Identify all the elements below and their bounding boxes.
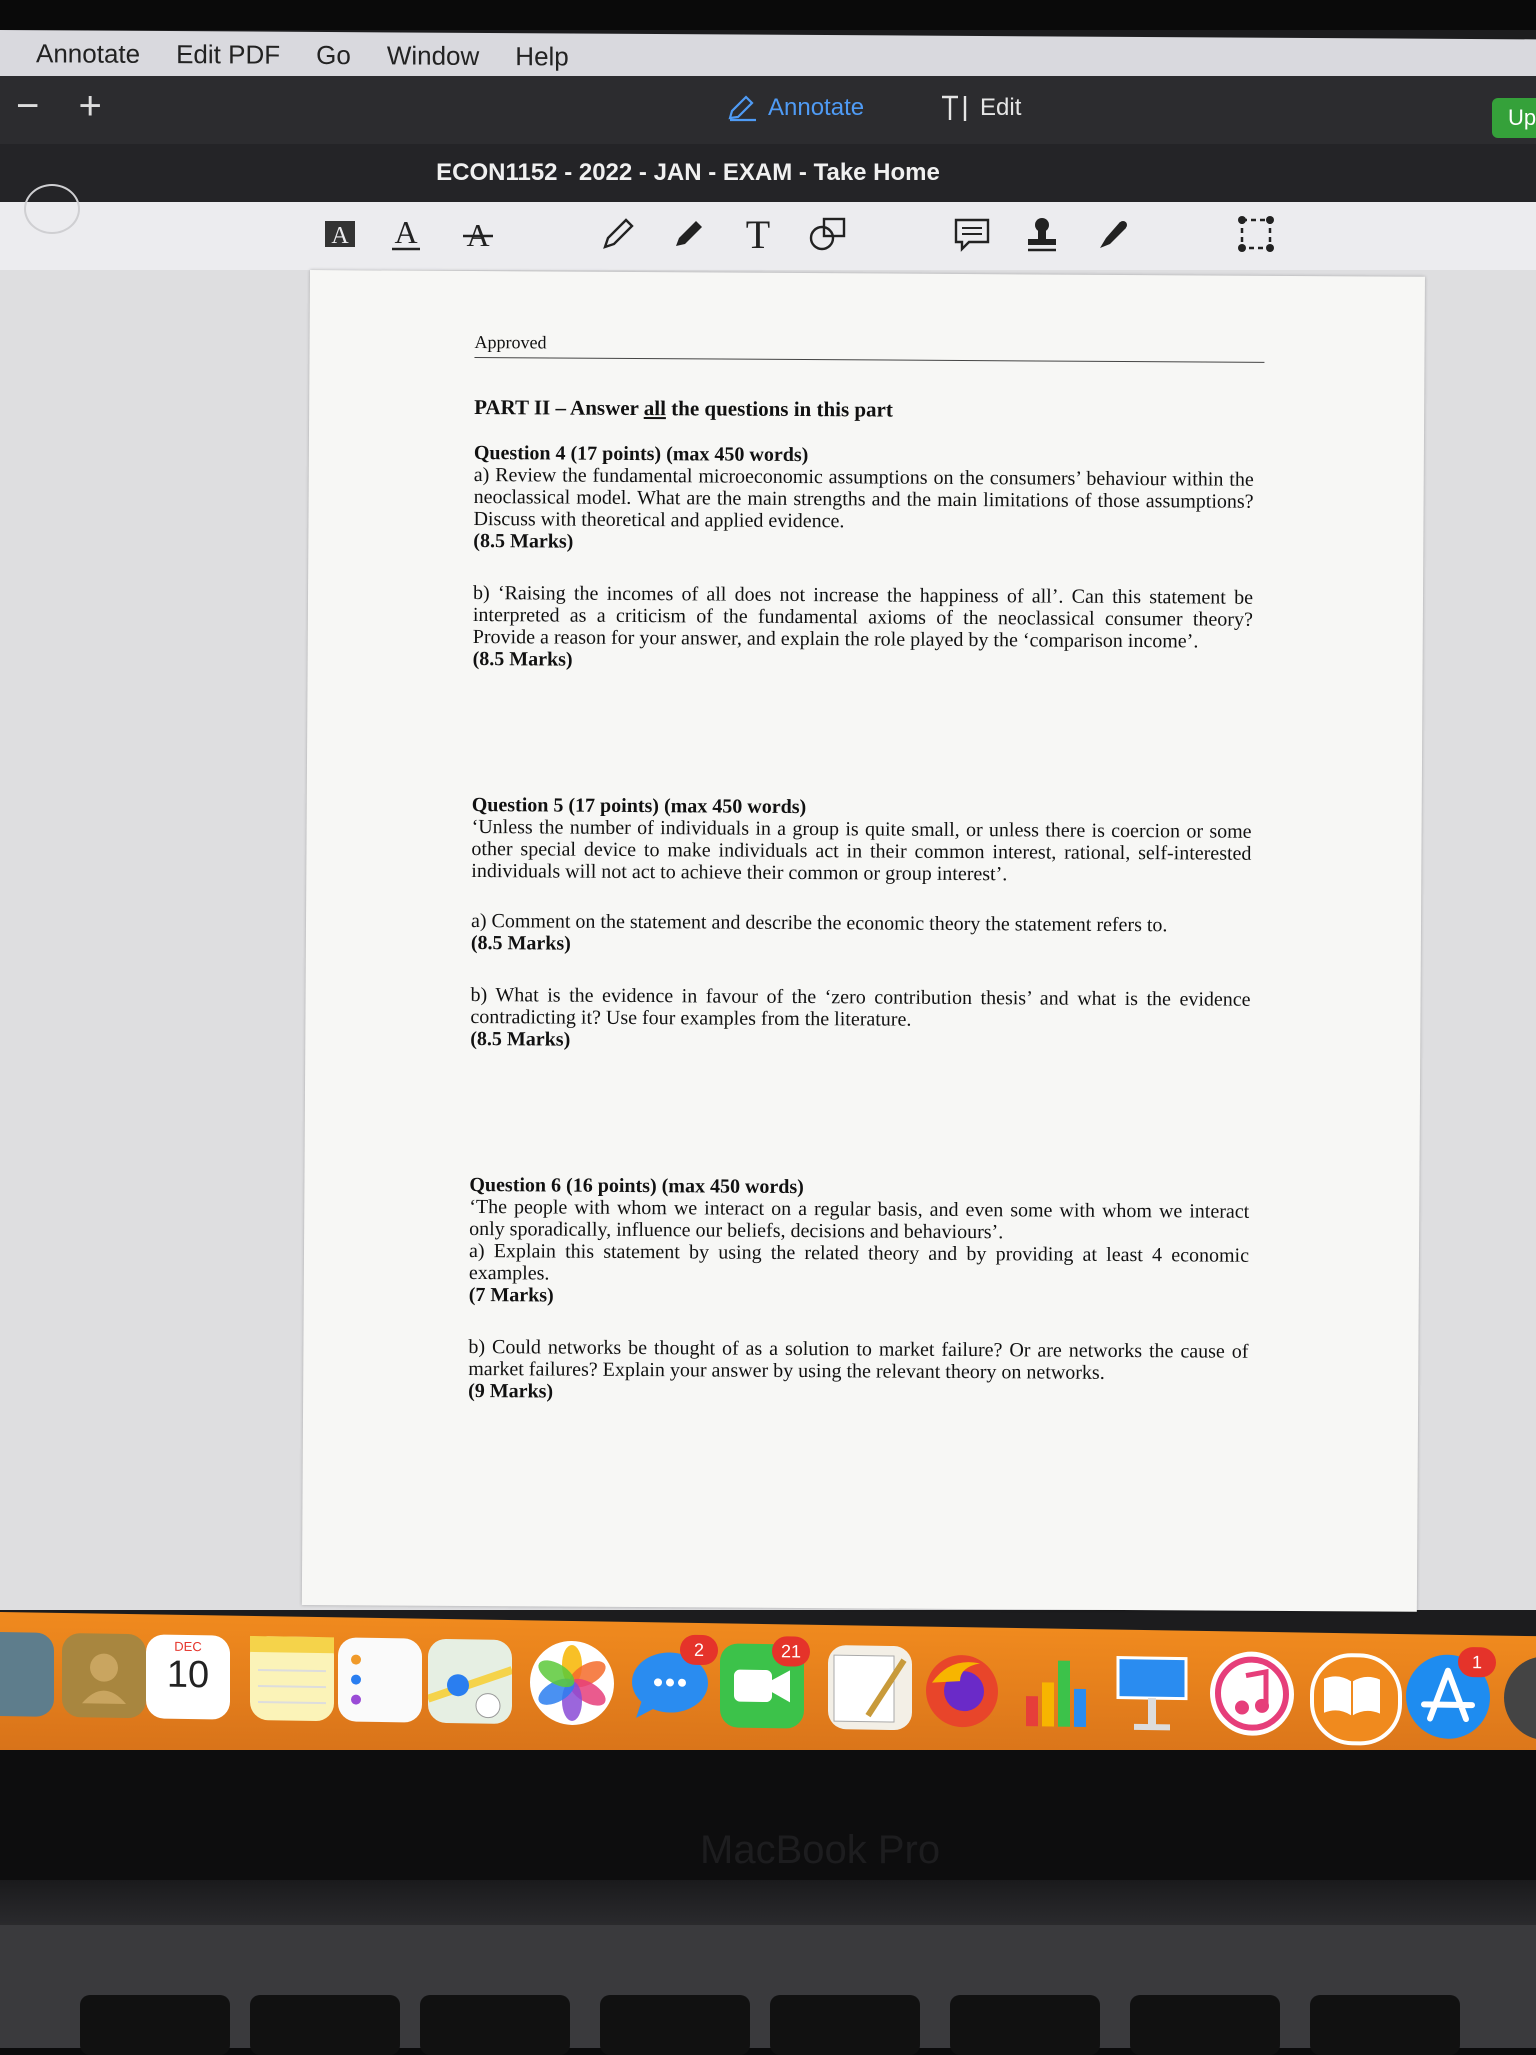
maps-icon (428, 1639, 512, 1724)
svg-text:T: T (745, 214, 771, 254)
text-cursor-icon (940, 94, 970, 122)
note-icon[interactable] (950, 212, 994, 256)
menu-edit-pdf[interactable]: Edit PDF (176, 38, 281, 70)
calendar-day: 10 (166, 1653, 210, 1697)
document-workspace (0, 270, 1536, 1610)
svg-text:A: A (466, 217, 490, 252)
key-6 (950, 1995, 1100, 2055)
dock-app-notes[interactable] (250, 1636, 334, 1721)
dock-app-keynote[interactable] (1110, 1649, 1194, 1734)
pdf-page (302, 270, 1425, 1612)
music-icon (1210, 1651, 1294, 1736)
svg-text:A: A (394, 216, 418, 250)
annotate-mode-button[interactable] (726, 94, 864, 122)
dock (0, 1612, 1536, 1750)
dock-app-calendar[interactable] (146, 1634, 230, 1719)
reflection-circle (24, 184, 80, 234)
page-header: Approved (474, 331, 1264, 363)
select-area-icon[interactable] (1234, 212, 1278, 256)
text-box-icon[interactable] (736, 212, 780, 256)
dock-app-app-store[interactable] (1406, 1654, 1490, 1739)
question-4a-marks: (8.5 Marks) (473, 530, 574, 553)
dock-app-contacts[interactable] (62, 1633, 146, 1718)
contacts-icon (62, 1633, 146, 1718)
question-5b-text: b) What is the evidence in favour of the ‘zero contribution thesis’ and what is the evidence contradicting it? Use four examples from the literature. (470, 983, 1251, 1031)
key-5 (770, 1995, 920, 2055)
underline-text-icon[interactable] (384, 212, 428, 256)
photos-icon (530, 1640, 614, 1725)
svg-text:A: A (331, 223, 349, 249)
page-content (468, 331, 1255, 1407)
annotate-mode-label: Annotate (768, 94, 865, 121)
top-bezel (0, 0, 1536, 30)
dock-app-music[interactable] (1210, 1651, 1294, 1736)
question-5-title: Question 5 (17 points) (max 450 words) (471, 793, 807, 819)
zoom-controls[interactable]: − + (16, 84, 116, 128)
question-4a-text: a) Review the fundamental microeconomic assumptions on the consumers’ behaviour within the neoclassical model. What are the main strengths and the main limitations of those assumptions? Discuss with theoretical and applied evidence. (473, 464, 1254, 533)
stamp-icon[interactable] (1020, 212, 1064, 256)
edit-mode-button[interactable] (940, 94, 1021, 122)
question-4-title: Question 4 (17 points) (max 450 words) (473, 442, 809, 467)
laptop-hinge (0, 1880, 1536, 1925)
edit-mode-label: Edit (980, 94, 1022, 121)
dock-app-reminders[interactable] (338, 1637, 422, 1722)
question-4b-text: b) ‘Raising the incomes of all does not increase the happiness of all’. Can this statement be interpreted as a criticism of the fundamental axioms of the neoclassical consumer theory? Provide a reason for your answer, and explain the role played by the ‘comparison income’. (472, 582, 1254, 653)
key-8 (1310, 1995, 1460, 2055)
dock-app-preview[interactable] (0, 1632, 54, 1717)
calendar-month: DEC (174, 1638, 202, 1655)
facetime-badge: 21 (772, 1636, 810, 1667)
question-6-title: Question 6 (16 points) (max 450 words) (469, 1173, 804, 1199)
laptop-label: MacBook Pro (700, 1828, 941, 1872)
key-3 (420, 1995, 570, 2055)
shapes-icon[interactable] (806, 212, 850, 256)
annotation-toolbar (0, 202, 1536, 271)
dock-app-books[interactable] (1310, 1653, 1402, 1746)
question-6a-text: a) Explain this statement by using the related theory and by providing at least 4 economic examples. (468, 1239, 1250, 1285)
eraser-icon[interactable] (666, 212, 710, 256)
dock-app-firefox[interactable] (920, 1646, 1004, 1731)
pencil-icon (726, 94, 758, 122)
question-6b-marks: (9 Marks) (468, 1379, 554, 1403)
messages-badge: 2 (680, 1635, 718, 1666)
document-titlebar (0, 144, 1536, 202)
document-title: ECON1152 - 2022 - JAN - EXAM - Take Home (436, 159, 940, 186)
script-editor-icon (828, 1645, 912, 1730)
question-6-quote: ‘The people with whom we interact on a regular basis, and even some with whom we interact only sporadically, influence our beliefs, decisions and behaviours’. (469, 1195, 1250, 1244)
question-5a-marks: (8.5 Marks) (470, 931, 571, 955)
question-5a-text: a) Comment on the statement and describe the economic theory the statement refers to. (470, 909, 1168, 937)
app-store-badge: 1 (1458, 1647, 1496, 1678)
key-1 (80, 1995, 230, 2055)
menu-go[interactable]: Go (316, 39, 351, 70)
keyboard-area (0, 1925, 1536, 2048)
part-heading-end: the questions in this part (665, 396, 893, 422)
numbers-icon (1014, 1648, 1098, 1733)
dock-app-photos[interactable] (530, 1640, 614, 1725)
key-4 (600, 1995, 750, 2055)
part-heading-start: PART II – Answer (474, 395, 644, 421)
menu-help[interactable]: Help (515, 40, 569, 71)
update-button[interactable]: Up (1492, 98, 1536, 138)
dock-app-maps[interactable] (428, 1639, 512, 1724)
question-4b-marks: (8.5 Marks) (472, 648, 573, 671)
books-icon (1314, 1657, 1390, 1734)
pencil-icon[interactable] (596, 212, 640, 256)
dock-app-numbers[interactable] (1014, 1648, 1098, 1733)
dock-app-messages[interactable] (628, 1639, 712, 1727)
menu-window[interactable]: Window (386, 39, 480, 71)
highlight-text-icon[interactable] (318, 212, 362, 256)
signature-icon[interactable] (1092, 212, 1136, 256)
dock-app-system-preferences[interactable] (1504, 1656, 1536, 1741)
question-5b-marks: (8.5 Marks) (470, 1027, 571, 1051)
question-5-quote: ‘Unless the number of individuals in a group is quite small, or unless there is coercion or some other special device to make individuals act in their common interest, rational, self-interested individuals will not act to achieve their common or group interest’. (471, 815, 1252, 886)
reminders-icon (338, 1637, 422, 1722)
dock-app-script-editor[interactable] (828, 1645, 912, 1730)
app-toolbar (0, 76, 1536, 145)
strikethrough-text-icon[interactable] (456, 212, 500, 256)
keynote-icon (1110, 1649, 1194, 1734)
menu-annotate[interactable]: Annotate (36, 37, 141, 69)
question-6b-text: b) Could networks be thought of as a solution to market failure? Or are networks the cause of market failures? Explain your answer by using the relevant theory on networks. (468, 1335, 1249, 1384)
firefox-icon (920, 1646, 1004, 1731)
part-heading-emphasis: all (643, 396, 667, 421)
notes-icon (250, 1636, 334, 1721)
question-6a-marks: (7 Marks) (468, 1283, 554, 1307)
part-heading (474, 396, 1254, 423)
key-7 (1130, 1995, 1280, 2055)
dock-app-facetime[interactable] (720, 1643, 804, 1728)
key-2 (250, 1995, 400, 2055)
